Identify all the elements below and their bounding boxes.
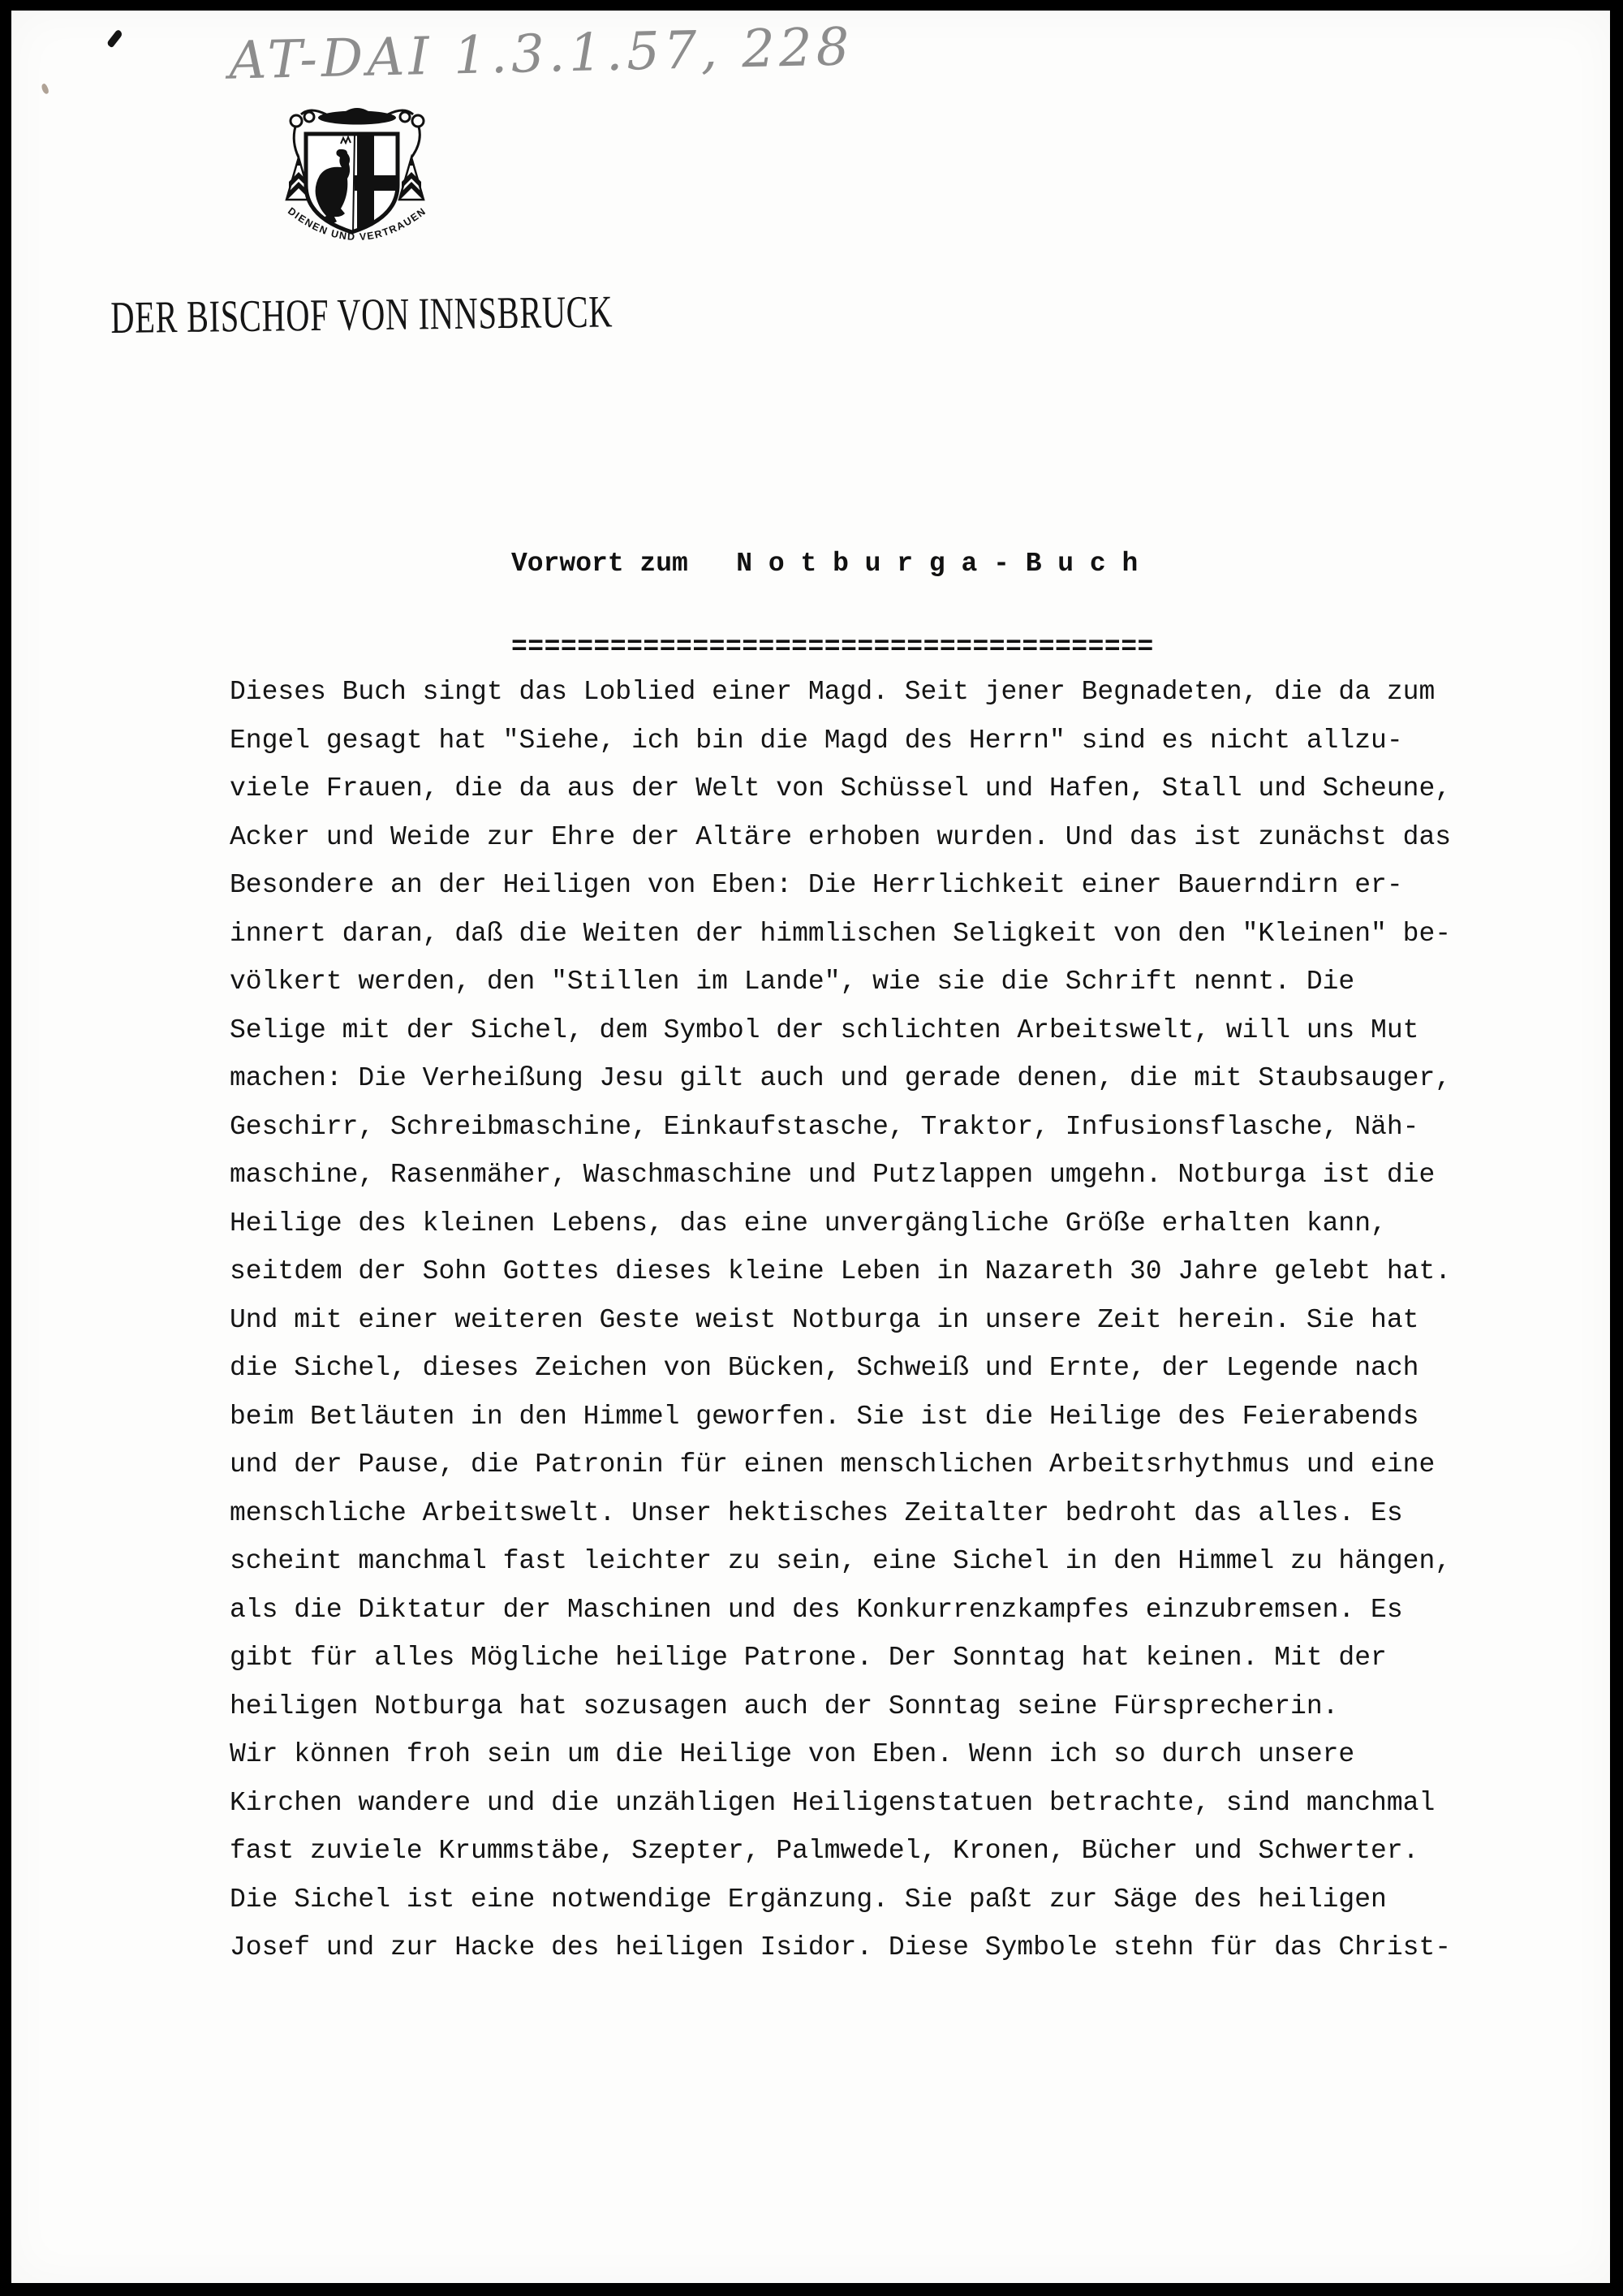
body-line: als die Diktatur der Maschinen und des Konkurrenzkampfes einzubremsen. Es [230,1594,1403,1625]
body-line: Josef und zur Hacke des heiligen Isidor. Diese Symbole stehn für das Christ- [230,1932,1452,1962]
body-line: heiligen Notburga hat sozusagen auch der Sonntag seine Fürsprecherin. [230,1691,1339,1721]
body-line: und der Pause, die Patronin für einen menschlichen Arbeitsrhythmus und eine [230,1450,1436,1480]
body-line: Heilige des kleinen Lebens, das eine unvergängliche Größe erhalten kann, [230,1208,1387,1238]
body-line: gibt für alles Mögliche heilige Patrone. Der Sonntag hat keinen. Mit der [230,1643,1387,1673]
body-line: scheint manchmal fast leichter zu sein, eine Sichel in den Himmel zu hängen, [230,1546,1452,1576]
body-line: Selige mit der Sichel, dem Symbol der schlichten Arbeitswelt, will uns Mut [230,1014,1419,1045]
document-title: Vorwort zum N o t b u r g a - B u c h [511,549,1139,579]
body-line: seitdem der Sohn Gottes dieses kleine Leben in Nazareth 30 Jahre gelebt hat. [230,1256,1452,1286]
body-line: Engel gesagt hat "Siehe, ich bin die Magd des Herrn" sind es nicht allzu- [230,725,1403,756]
archival-reference-handwriting: AT-DAI 1.3.1.57, 228 [228,17,855,92]
letterhead-title: DER BISCHOF VON INNSBRUCK [110,286,613,343]
body-line: fast zuviele Krummstäbe, Szepter, Palmwedel, Kronen, Bücher und Schwerter. [230,1836,1419,1866]
body-line: völkert werden, den "Stillen im Lande", wie sie die Schrift nennt. Die [230,967,1355,997]
emblem-motto: DIENEN UND VERTRAUEN [286,205,428,243]
tassel-right-icon [399,157,424,200]
shield-icon [306,132,399,234]
cross-horizontal-bar [355,175,399,191]
body-line: machen: Die Verheißung Jesu gilt auch und gerade denen, die mit Staubsauger, [230,1063,1452,1093]
body-line: menschliche Arbeitswelt. Unser hektisches Zeitalter bedroht das alles. Es [230,1497,1403,1528]
body-line: Die Sichel ist eine notwendige Ergänzung. Sie paßt zur Säge des heiligen [230,1884,1387,1915]
body-line: die Sichel, dieses Zeichen von Bücken, Schweiß und Ernte, der Legende nach [230,1353,1419,1383]
body-line: viele Frauen, die da aus der Welt von Schüssel und Hafen, Stall und Scheune, [230,773,1452,803]
body-line: Und mit einer weiteren Geste weist Notburga in unsere Zeit herein. Sie hat [230,1304,1419,1335]
bishop-coat-of-arms-icon [276,97,446,300]
body-line: maschine, Rasenmäher, Waschmaschine und Putzlappen umgehn. Notburga ist die [230,1160,1436,1190]
body-line: Dieses Buch singt das Loblied einer Magd. Seit jener Begnadeten, die da zum [230,677,1436,707]
body-line: Kirchen wandere und die unzähligen Heiligenstatuen betrachte, sind manchmal [230,1787,1436,1818]
body-line: Acker und Weide zur Ehre der Altäre erhoben wurden. Und das ist zunächst das [230,821,1452,852]
body-text [230,668,1451,1972]
galero-hat-icon [318,108,396,125]
body-line: Besondere an der Heiligen von Eben: Die Herrlichkeit einer Bauerndirn er- [230,870,1403,900]
body-line: beim Betläuten in den Himmel geworfen. Sie ist die Heilige des Feierabends [230,1401,1419,1432]
body-line: Geschirr, Schreibmaschine, Einkaufstasche, Traktor, Infusionsflasche, Näh- [230,1111,1419,1142]
body-line: Wir können froh sein um die Heilige von Eben. Wenn ich so durch unsere [230,1739,1355,1769]
title-underline: ======================================= [511,632,1154,662]
body-line: innert daran, daß die Weiten der himmlischen Seligkeit von den "Kleinen" be- [230,918,1452,949]
